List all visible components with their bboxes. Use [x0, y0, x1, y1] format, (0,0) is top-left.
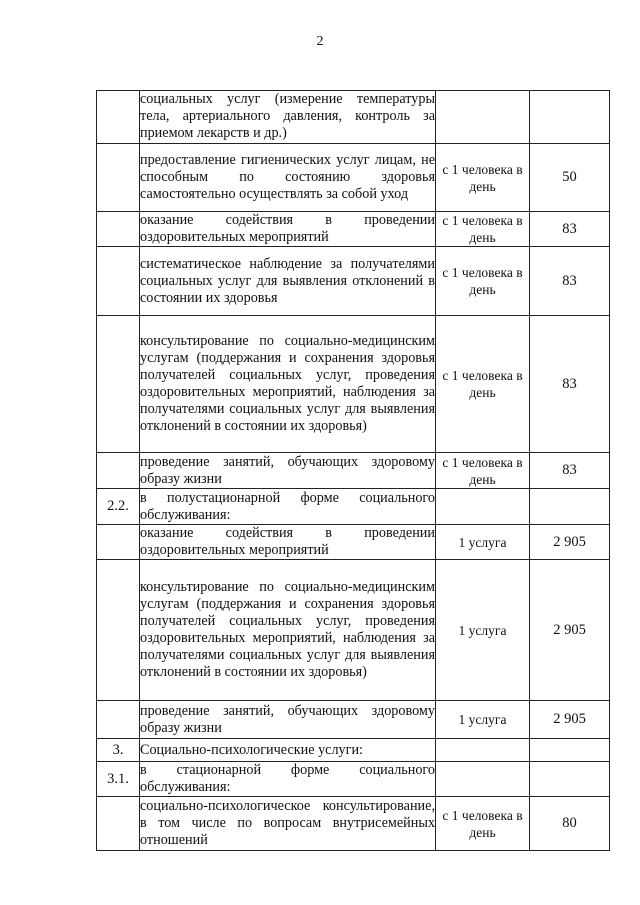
row-number: 3.1.	[97, 762, 140, 797]
table-row	[97, 762, 610, 797]
tariff-amount: 2 905	[530, 701, 610, 739]
tariff-amount: 83	[530, 316, 610, 453]
row-number	[97, 797, 140, 851]
row-number	[97, 560, 140, 701]
unit-of-measure: с 1 человека в день	[436, 453, 530, 489]
tariff-amount	[530, 489, 610, 525]
table-row	[97, 560, 610, 701]
table-row	[97, 525, 610, 560]
table-row	[97, 701, 610, 739]
row-number	[97, 453, 140, 489]
row-number	[97, 212, 140, 247]
row-number: 3.	[97, 739, 140, 762]
row-number	[97, 91, 140, 144]
table-row	[97, 212, 610, 247]
tariff-amount: 83	[530, 212, 610, 247]
service-description: оказание содействия в проведении оздоровительных мероприятий	[140, 525, 435, 558]
table-row	[97, 247, 610, 316]
unit-of-measure: с 1 человека в день	[436, 144, 530, 212]
table-row	[97, 144, 610, 212]
service-description: социально-психологическое консультирование, в том числе по вопросам внутрисемейных отношений	[140, 797, 436, 851]
unit-of-measure	[436, 762, 530, 797]
tariff-amount: 80	[530, 797, 610, 851]
unit-of-measure: с 1 человека в день	[436, 797, 530, 851]
unit-of-measure: с 1 человека в день	[436, 247, 530, 316]
unit-of-measure: 1 услуга	[436, 701, 530, 739]
row-number	[97, 701, 140, 739]
tariff-amount	[530, 739, 610, 762]
section-heading: Социально-психологические услуги:	[140, 739, 436, 762]
tariff-amount	[530, 762, 610, 797]
table-row	[97, 316, 610, 453]
row-number	[97, 247, 140, 316]
table-row	[97, 797, 610, 851]
service-description: консультирование по социально-медицинским услугам (поддержания и сохранения здоровья получателей социальных услуг, проведения оздоровительных мероприятий, наблюдения за получателями социальных услуг для выявления отклонений в состоянии их здоровья)	[140, 560, 436, 701]
page-number: 2	[316, 34, 324, 49]
service-description: проведение занятий, обучающих здоровому образу жизни	[140, 453, 435, 487]
unit-of-measure: с 1 человека в день	[436, 212, 530, 247]
table-row	[97, 91, 610, 144]
service-description: предоставление гигиенических услуг лицам, не способным по состоянию здоровья самостоятельно осуществлять за собой уход	[140, 144, 436, 212]
row-number: 2.2.	[97, 489, 140, 525]
tariff-amount	[530, 91, 610, 144]
service-description: в полустационарной форме социального обслуживания:	[140, 489, 435, 523]
service-description: консультирование по социально-медицинским услугам (поддержания и сохранения здоровья получателей социальных услуг, проведения оздоровительных мероприятий, наблюдения за получателями социальных услуг для выявления отклонений в состоянии их здоровья)	[140, 316, 436, 453]
unit-of-measure: 1 услуга	[436, 525, 530, 560]
tariff-amount: 83	[530, 453, 610, 489]
tariff-amount: 83	[530, 247, 610, 316]
table-row	[97, 739, 610, 762]
unit-of-measure: с 1 человека в день	[436, 316, 530, 453]
tariff-amount: 50	[530, 144, 610, 212]
table-row	[97, 453, 610, 489]
table-row	[97, 489, 610, 525]
unit-of-measure	[436, 489, 530, 525]
service-description: проведение занятий, обучающих здоровому образу жизни	[140, 701, 436, 739]
service-description: систематическое наблюдение за получателями социальных услуг для выявления отклонений в состоянии их здоровья	[140, 247, 436, 316]
tariff-amount: 2 905	[530, 560, 610, 701]
row-number	[97, 316, 140, 453]
row-number	[97, 525, 140, 560]
unit-of-measure	[436, 739, 530, 762]
tariff-amount: 2 905	[530, 525, 610, 560]
row-number	[97, 144, 140, 212]
service-description: оказание содействия в проведении оздоровительных мероприятий	[140, 212, 435, 245]
services-tariff-table	[96, 90, 610, 851]
service-description: в стационарной форме социального обслуживания:	[140, 762, 435, 795]
service-description: социальных услуг (измерение температуры тела, артериального давления, контроль за приемом лекарств и др.)	[140, 91, 436, 144]
unit-of-measure: 1 услуга	[436, 560, 530, 701]
unit-of-measure	[436, 91, 530, 144]
